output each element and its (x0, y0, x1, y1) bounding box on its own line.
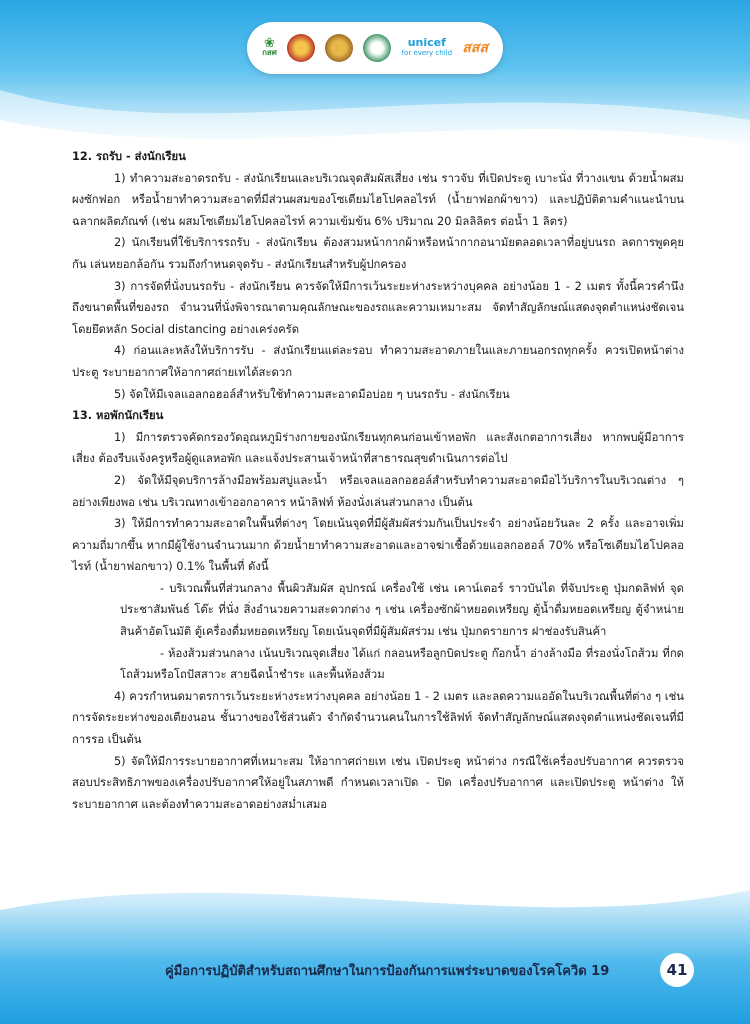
paragraph: 3) การจัดที่นั่งบนรถรับ - ส่งนักเรียน ควรจัดให้มีการเว้นระยะห่างระหว่างบุคคล อย่างน้อย 1 - 2 เมตร ทั้งนี้ควรคำนึงถึงขนาดพื้นที่ของรถ จำนวนที่นั่งพิจารณาตามคุณลักษณะของรถและความเหมาะสม จัดทำสัญลักษณ์แสดงจุดตำแหน่งชัดเจน โดยยึดหลัก Social distancing อย่างเคร่งครัด (72, 279, 684, 336)
section-heading: 12. รถรับ - ส่งนักเรียน (72, 150, 186, 163)
paragraph: 2) จัดให้มีจุดบริการล้างมือพร้อมสบู่และน้ำ หรือเจลแอลกอฮอล์สำหรับทำความสะอาดมือไว้บริการในบริเวณต่าง ๆ อย่างเพียงพอ เช่น บริเวณทางเข้าออกอาคาร หน้าลิฟท์ ห้องนั่งเล่นส่วนกลาง เป็นต้น (72, 473, 684, 509)
document-body (72, 146, 684, 815)
paragraph: 3) ให้มีการทำความสะอาดในพื้นที่ต่างๆ โดยเน้นจุดที่มีผู้สัมผัสร่วมกันเป็นประจำ อย่างน้อยวันละ 2 ครั้ง และอาจเพิ่มความถี่มากขึ้น หากมีผู้ใช้งานจำนวนมาก ด้วยน้ำยาทำความสะอาดและอาจฆ่าเชื้อด้วยแอลกอฮอล์ 70% หรือโซเดียมไฮโปคลอไรท์ (น้ำยาฟอกขาว) 0.1% ในพื้นที่ ดังนี้ (72, 517, 684, 574)
paragraph: 5) จัดให้มีการระบายอากาศที่เหมาะสม ให้อากาศถ่ายเท เช่น เปิดประตู หน้าต่าง กรณีใช้เครื่องปรับอากาศ ควรตรวจสอบประสิทธิภาพของเครื่องปรับอากาศให้อยู่ในสภาพดี กำหนดเวลาเปิด - ปิด เครื่องปรับอากาศ และเปิดประตู หน้าต่าง ให้ระบายอากาศ และต้องทำความสะอาดอย่างสม่ำเสมอ (72, 754, 684, 811)
partner-logo-bar (247, 22, 503, 74)
thaihealth-logo: สสส (462, 40, 488, 56)
paragraph: 1) ทำความสะอาดรถรับ - ส่งนักเรียนและบริเวณจุดสัมผัสเสี่ยง เช่น ราวจับ ที่เปิดประตู เบาะนั่ง ที่วางแขน ด้วยน้ำผสมผงซักฟอก หรือน้ำยาทำความสะอาดที่มีส่วนผสมของโซเดียมไฮโปคลอไรท์ (น้ำยาฟอกผ้าขาว) และปฏิบัติตามคำแนะนำบนฉลากผลิตภัณฑ์ (เช่น ผสมโซเดียมไฮโปคลอไรท์ ความเข้มข้น 6% ปริมาณ 20 มิลลิลิตร ต่อน้ำ 1 ลิตร) (72, 171, 684, 228)
paragraph: 5) จัดให้มีเจลแอลกอฮอล์สำหรับใช้ทำความสะอาดมือบ่อย ๆ บนรถรับ - ส่งนักเรียน (114, 387, 510, 401)
sub-item: - บริเวณพื้นที่ส่วนกลาง พื้นผิวสัมผัส อุปกรณ์ เครื่องใช้ เช่น เคาน์เตอร์ ราวบันได ที่จับประตู ปุ่มกดลิฟท์ จุดประชาสัมพันธ์ โต๊ะ ที่นั่ง สิ่งอำนวยความสะดวกต่าง ๆ เช่น เครื่องซักผ้าหยอดเหรียญ ตู้น้ำดื่มหยอดเหรียญ ตู้จำหน่ายสินค้าอัตโนมัติ ตู้เครื่องดื่มหยอดเหรียญ โดยเน้นจุดที่มีผู้สัมผัสร่วม เช่น ปุ่มกดรายการ ฝาช่องรับสินค้า (120, 581, 684, 639)
sub-item: - ห้องส้วมส่วนกลาง เน้นบริเวณจุดเสี่ยง ได้แก่ กลอนหรือลูกบิดประตู ก๊อกน้ำ อ่างล้างมือ ที่รองนั่งโถส้วม ที่กดโถส้วมหรือโถปัสสาวะ สายฉีดน้ำชำระ และพื้นห้องส้วม (120, 646, 684, 682)
paragraph: 2) นักเรียนที่ใช้บริการรถรับ - ส่งนักเรียน ต้องสวมหน้ากากผ้าหรือหน้ากากอนามัยตลอดเวลาที่อยู่บนรถ ลดการพูดคุยกัน เล่นหยอกล้อกัน รวมถึงกำหนดจุดรับ - ส่งนักเรียนสำหรับผู้ปกครอง (72, 236, 684, 271)
paragraph: 4) ควรกำหนดมาตรการเว้นระยะห่างระหว่างบุคคล อย่างน้อย 1 - 2 เมตร และลดความแออัดในบริเวณพื้นที่ต่าง ๆ เช่น การจัดระยะห่างของเตียงนอน ชั้นวางของใช้ส่วนตัว จำกัดจำนวนคนในการใช้ลิฟท์ จัดทำสัญลักษณ์แสดงจุดตำแหน่งชัดเจนที่มีการรอ เป็นต้น (72, 689, 684, 747)
footer-title: คู่มือการปฏิบัติสำหรับสถานศึกษาในการป้องกันการแพร่ระบาดของโรคโควิด 19 (165, 964, 610, 979)
footer-wave-decoration (0, 850, 750, 950)
education-emblem-logo (325, 34, 353, 62)
nsa-logo: ❀ กสศ (262, 36, 277, 57)
page-number: 41 (660, 953, 694, 987)
ministry-emblem-logo (287, 34, 315, 62)
unicef-logo: unicef for every child (401, 36, 453, 57)
paragraph: 1) มีการตรวจคัดกรองวัดอุณหภูมิร่างกายของนักเรียนทุกคนก่อนเข้าหอพัก และสังเกตอาการเสี่ยง หากพบผู้มีอาการเสี่ยง ต้องรีบแจ้งครูหรือผู้ดูแลหอพัก และแจ้งประสานเจ้าหน้าที่สาธารณสุขดำเนินการต่อไป (72, 430, 684, 466)
paragraph: 4) ก่อนและหลังให้บริการรับ - ส่งนักเรียนแต่ละรอบ ทำความสะอาดภายในและภายนอกรถทุกครั้ง ควรเปิดหน้าต่าง ประตู ระบายอากาศให้อากาศถ่ายเทได้สะดวก (72, 344, 684, 379)
public-health-logo (363, 34, 391, 62)
section-heading: 13. หอพักนักเรียน (72, 409, 164, 423)
